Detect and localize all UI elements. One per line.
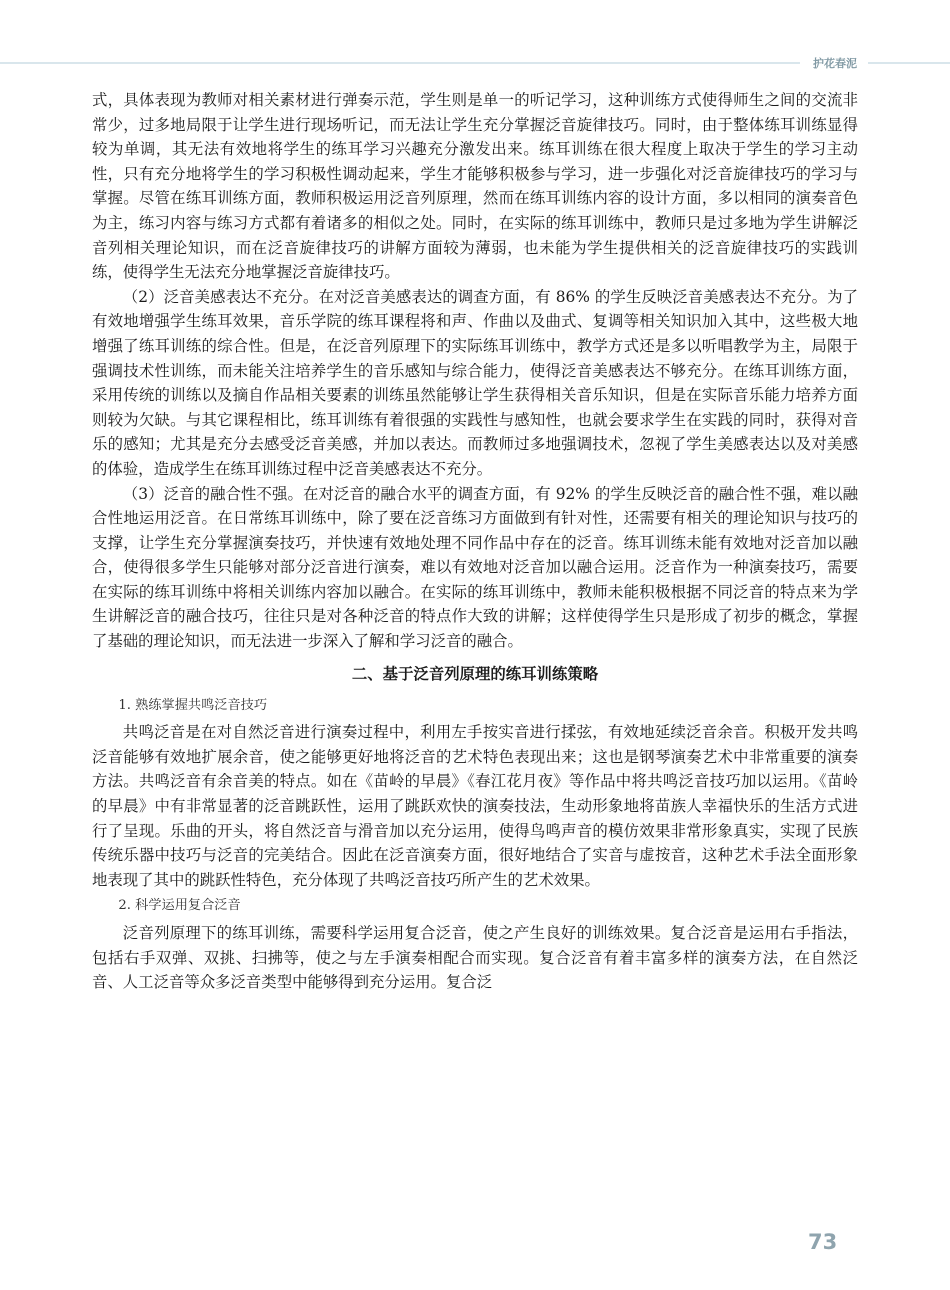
subsection-heading-resonance: 1. 熟练掌握共鸣泛音技巧	[118, 697, 268, 713]
page-number: 73	[808, 1230, 838, 1254]
section-heading: 二、基于泛音列原理的练耳训练策略	[351, 664, 599, 683]
header-rule-left	[0, 62, 800, 64]
article-body	[92, 88, 858, 995]
paragraph-aesthetic-expression: （2）泛音美感表达不充分。在对泛音美感表达的调查方面，有 86% 的学生反映泛音美感表达不充分。为了有效地增强学生练耳效果，音乐学院的练耳课程将和声、作曲以及曲式、复调等相关知识加入其中，这些极大地增强了练耳训练的综合性。但是，在泛音列原理下的实际练耳训练中，教学方式还是多以听唱教学为主，局限于强调技术性训练，而未能关注培养学生的音乐感知与综合能力，使得泛音美感表达不够充分。在练耳训练方面，采用传统的训练以及摘自作品相关要素的训练虽然能够让学生获得相关音乐知识，但是在实际音乐能力培养方面则较为欠缺。与其它课程相比，练耳训练有着很强的实践性与感知性，也就会要求学生在实践的同时，获得对音乐的感知；尤其是充分去感受泛音美感，并加以表达。而教师过多地强调技术，忽视了学生美感表达以及对美感的体验，造成学生在练耳训练过程中泛音美感表达不充分。	[92, 287, 858, 478]
paragraph-resonance-harmonics: 共鸣泛音是在对自然泛音进行演奏过程中，利用左手按实音进行揉弦，有效地延续泛音余音。积极开发共鸣泛音能够有效地扩展余音，使之能够更好地将泛音的艺术特色表现出来；这也是钢琴演奏艺术中非常重要的演奏方法。共鸣泛音有余音美的特点。如在《苗岭的早晨》《春江花月夜》等作品中将共鸣泛音技巧加以运用。《苗岭的早晨》中有非常显著的泛音跳跃性，运用了跳跃欢快的演奏技法，生动形象地将苗族人幸福快乐的生活方式进行了呈现。乐曲的开头，将自然泛音与滑音加以充分运用，使得鸟鸣声音的模仿效果非常形象真实，实现了民族传统乐器中技巧与泛音的完美结合。因此在泛音演奏方面，很好地结合了实音与虚按音，这种艺术手法全面形象地表现了其中的跳跃性特色，充分体现了共鸣泛音技巧所产生的艺术效果。	[92, 723, 858, 889]
paragraph-continuation: 式，具体表现为教师对相关素材进行弹奏示范，学生则是单一的听记学习，这种训练方式使得师生之间的交流非常少，过多地局限于让学生进行现场听记，而无法让学生充分掌握泛音旋律技巧。同时，由于整体练耳训练显得较为单调，其无法有效地将学生的练耳学习兴趣充分激发出来。练耳训练在很大程度上取决于学生的学习主动性，只有充分地将学生的学习积极性调动起来，学生才能够积极参与学习，进一步强化对泛音旋律技巧的学习与掌握。尽管在练耳训练方面，教师积极运用泛音列原理，然而在练耳训练内容的设计方面，多以相同的演奏音色为主，练习内容与练习方式都有着诸多的相似之处。同时，在实际的练耳训练中，教师只是过多地为学生讲解泛音列相关理论知识，而在泛音旋律技巧的讲解方面较为薄弱，也未能为学生提供相关的泛音旋律技巧的实践训练，使得学生无法充分地掌握泛音旋律技巧。	[92, 91, 858, 282]
paragraph-harmonic-fusion: （3）泛音的融合性不强。在对泛音的融合水平的调查方面，有 92% 的学生反映泛音的融合性不强，难以融合性地运用泛音。在日常练耳训练中，除了要在泛音练习方面做到有针对性，还需要有相关的理论知识与技巧的支撑，让学生充分掌握演奏技巧，并快速有效地处理不同作品中存在的泛音。练耳训练未能有效地对泛音加以融合，使得很多学生只能够对部分泛音进行演奏，难以有效地对泛音加以融合运用。泛音作为一种演奏技巧，需要在实际的练耳训练中将相关训练内容加以融合。在实际的练耳训练中，教师未能积极根据不同泛音的特点来为学生讲解泛音的融合技巧，往往只是对各种泛音的特点作大致的讲解；这样使得学生只是形成了初步的概念，掌握了基础的理论知识，而无法进一步深入了解和学习泛音的融合。	[92, 484, 858, 651]
paragraph-compound-harmonics: 泛音列原理下的练耳训练，需要科学运用复合泛音，使之产生良好的训练效果。复合泛音是运用右手指法，包括右手双弹、双挑、扫拂等，使之与左手演奏相配合而实现。复合泛音有着丰富多样的演奏方法，在自然泛音、人工泛音等众多泛音类型中能够得到充分运用。复合泛	[92, 924, 858, 992]
header-rule-right	[868, 62, 950, 64]
subsection-heading-compound: 2. 科学运用复合泛音	[118, 898, 241, 914]
running-head: 护花春泥	[813, 57, 857, 70]
